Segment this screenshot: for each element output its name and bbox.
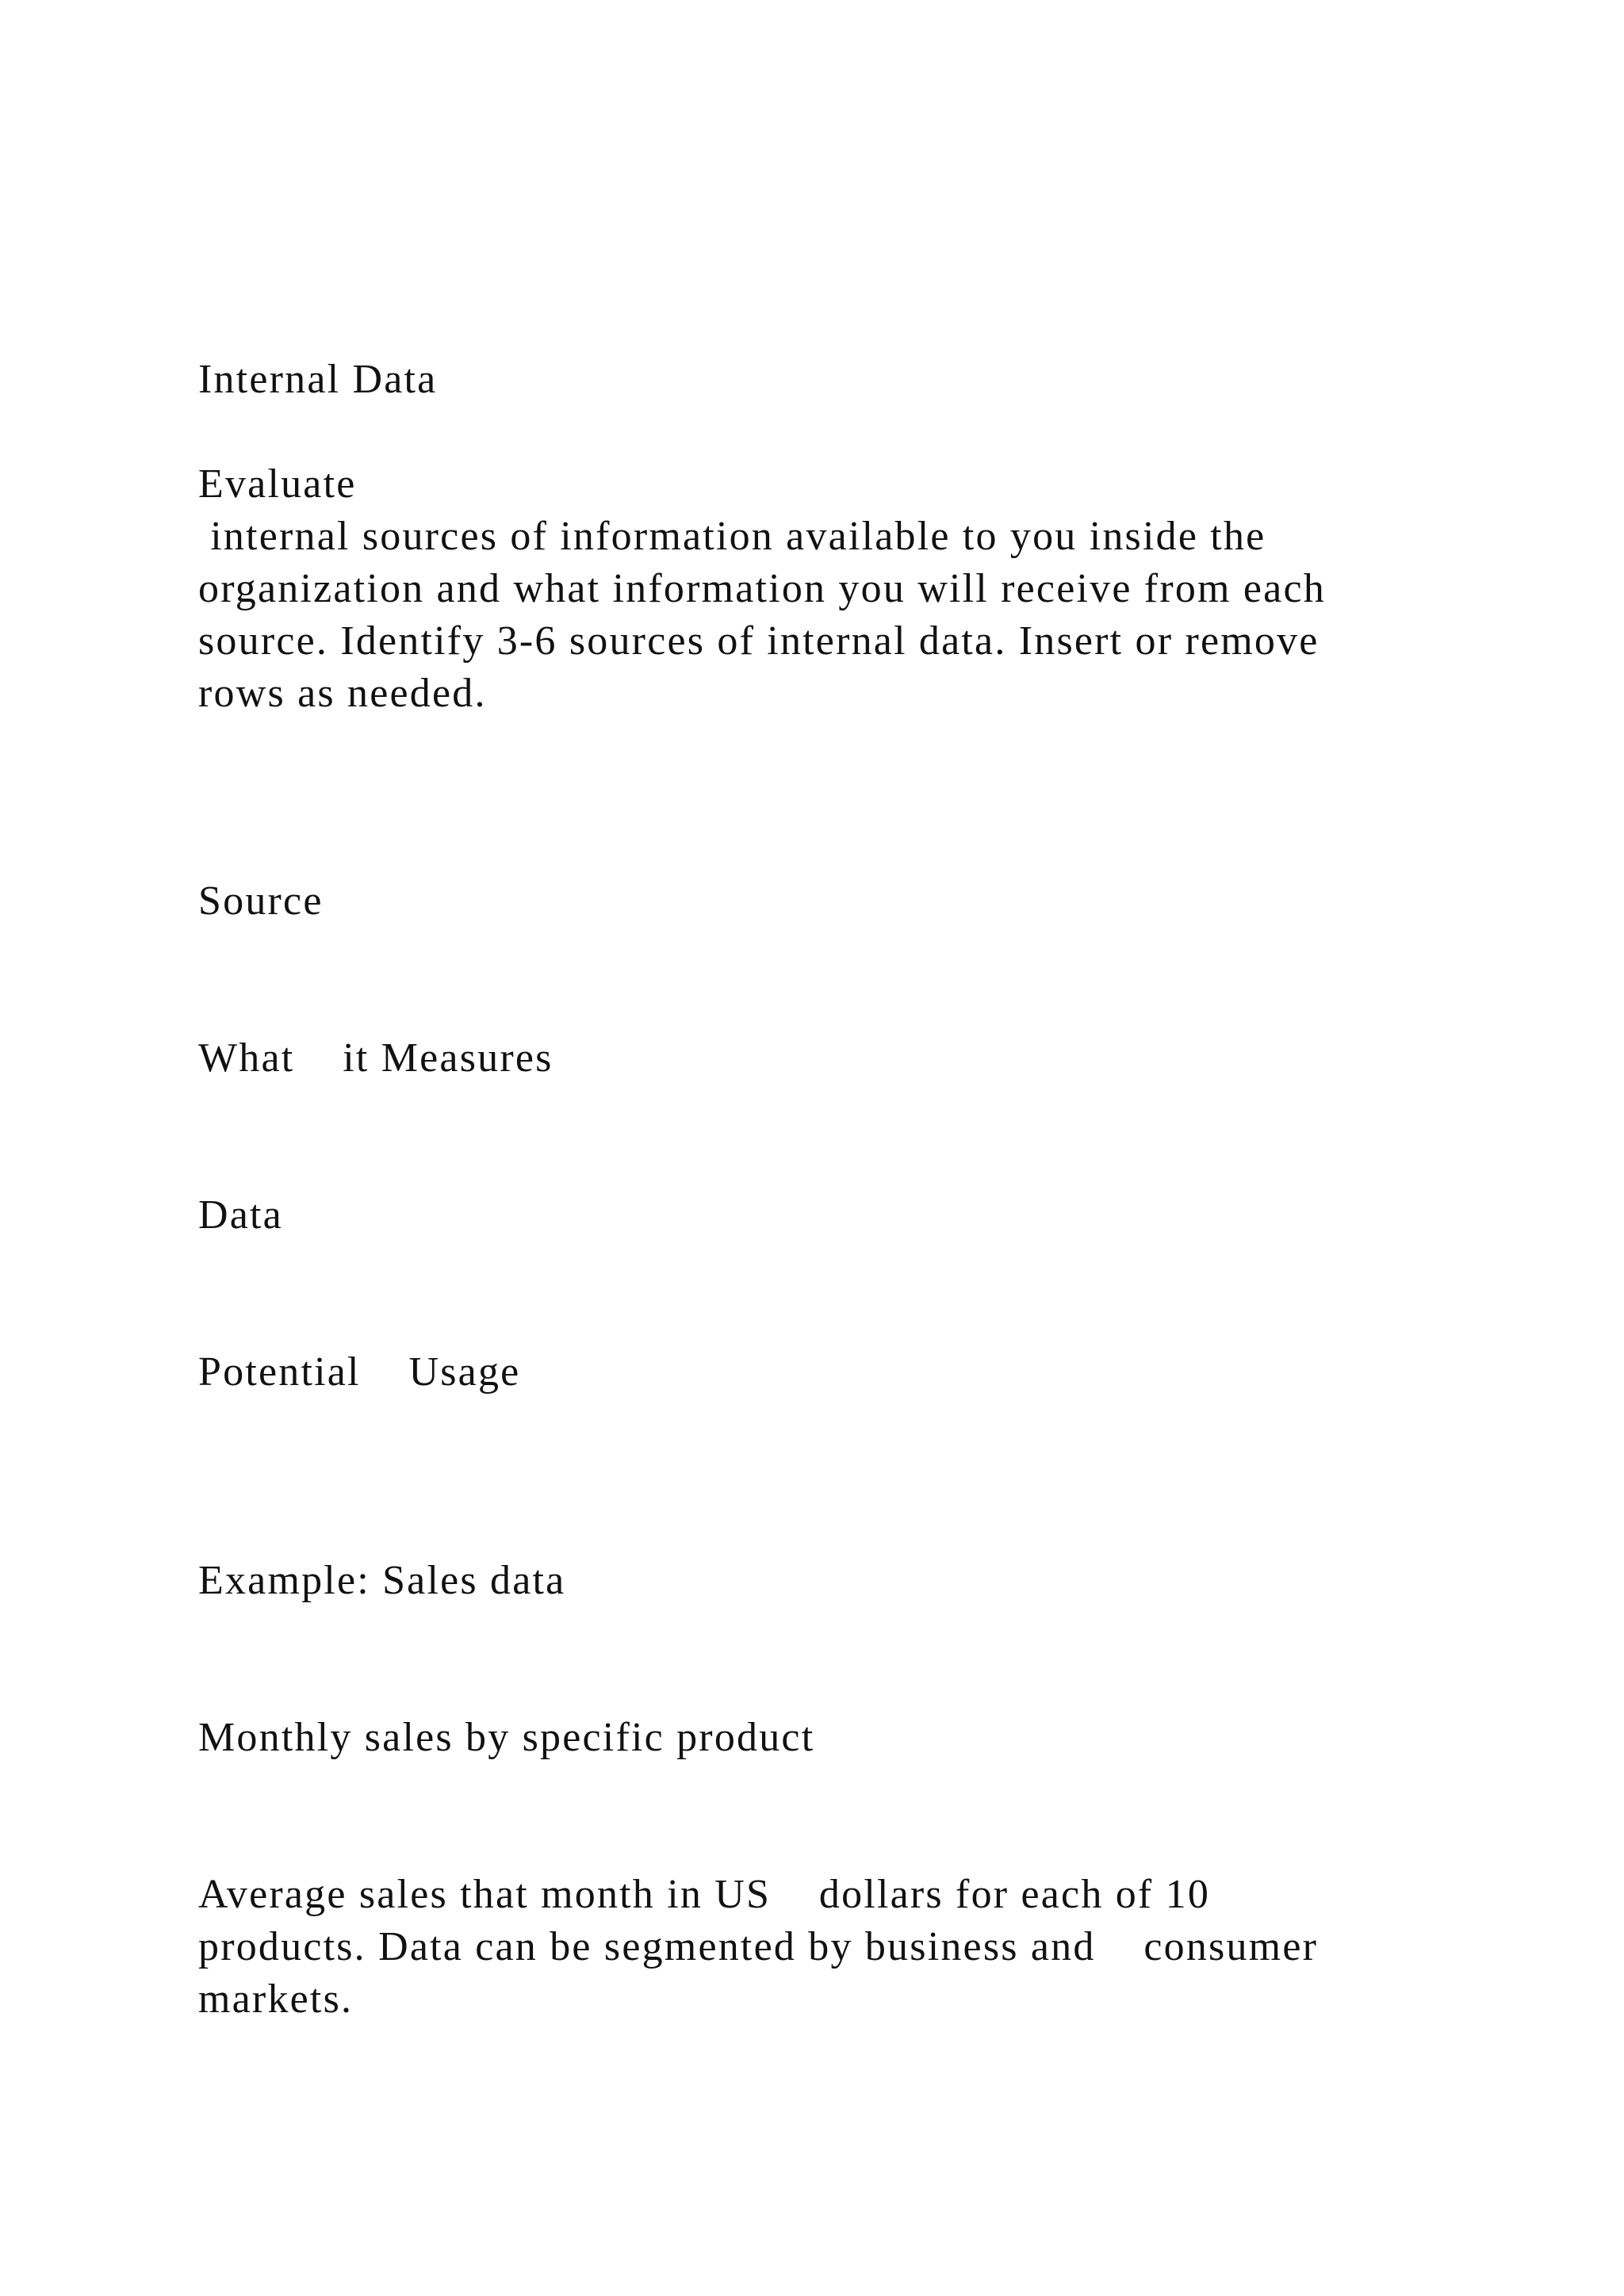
instructions-line: internal sources of information available to you inside the bbox=[198, 514, 1266, 559]
instructions-line: rows as needed. bbox=[198, 671, 487, 716]
header-what-it-measures: What it Measures bbox=[198, 1035, 553, 1081]
example-source-cell: Example: Sales data bbox=[198, 1558, 566, 1603]
page-title: Internal Data bbox=[198, 357, 438, 402]
example-data-cell-line: products. Data can be segmented by business and consumer bbox=[198, 1924, 1319, 1969]
instructions-line: organization and what information you will receive from each bbox=[198, 566, 1326, 611]
instructions-line: source. Identify 3-6 sources of internal data. Insert or remove bbox=[198, 618, 1320, 664]
example-data-cell-line: markets. bbox=[198, 1976, 354, 2022]
example-what-it-measures-cell: Monthly sales by specific product bbox=[198, 1715, 815, 1760]
instructions-lead: Evaluate bbox=[198, 461, 357, 507]
header-source: Source bbox=[198, 878, 324, 924]
header-data: Data bbox=[198, 1192, 283, 1238]
example-data-cell-line: Average sales that month in US dollars for each of 10 bbox=[198, 1872, 1211, 1917]
header-potential-usage: Potential Usage bbox=[198, 1349, 521, 1395]
